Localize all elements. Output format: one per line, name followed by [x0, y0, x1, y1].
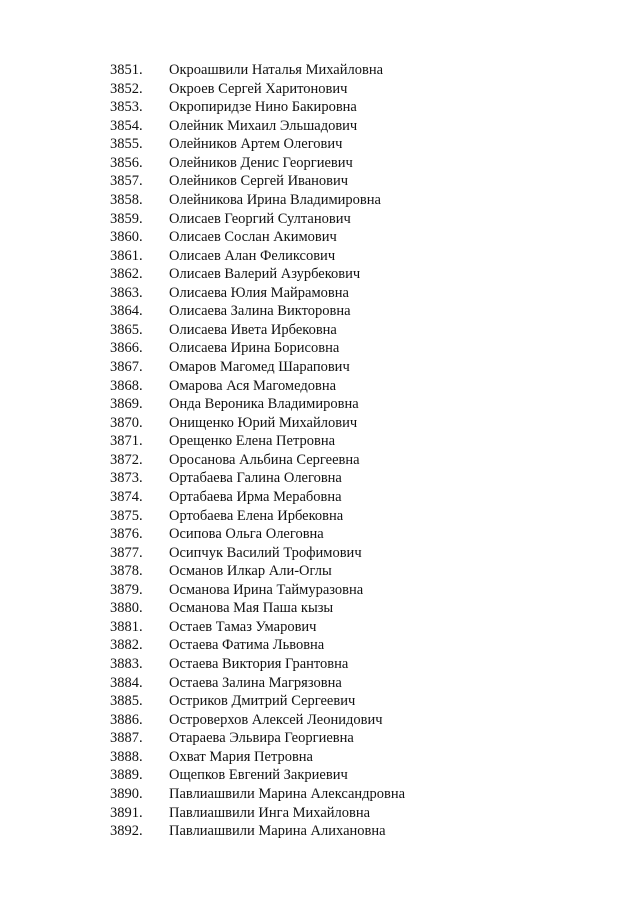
entry-name: Ортобаева Елена Ирбековна [169, 507, 344, 524]
entry-name: Павлиашвили Инга Михайловна [169, 804, 371, 821]
entry-name: Остаева Виктория Грантовна [169, 656, 349, 672]
list-item [110, 117, 610, 136]
entry-number: 3859. [110, 210, 143, 227]
entry-name: Олисаева Ирина Борисовна [169, 340, 340, 357]
entry-name: Остаева Залина Магрязовна [169, 674, 342, 691]
entry-name: Осипова Ольга Олеговна [169, 526, 324, 543]
entry-name: Олисаев Георгий Султанович [169, 210, 351, 227]
entry-name: Павлиашвили Марина Алихановна [169, 823, 386, 840]
entry-name: Окроашвили Наталья Михайловна [169, 62, 384, 78]
list-item [110, 599, 610, 618]
entry-name: Онда Вероника Владимировна [169, 396, 359, 413]
list-item [110, 469, 610, 488]
list-item [110, 247, 610, 266]
list-item [110, 61, 610, 80]
entry-number: 3891. [110, 804, 143, 821]
entry-number: 3855. [110, 136, 143, 153]
entry-number: 3853. [110, 99, 143, 116]
list-item [110, 358, 610, 377]
entry-number: 3877. [110, 544, 143, 561]
list-item [110, 507, 610, 526]
list-item [110, 172, 610, 191]
list-item [110, 544, 610, 563]
entry-number: 3881. [110, 618, 143, 635]
list-item [110, 210, 610, 229]
entry-number: 3866. [110, 340, 143, 357]
list-item [110, 636, 610, 655]
entry-name: Островерхов Алексей Леонидович [169, 711, 383, 728]
list-item [110, 618, 610, 637]
entry-name: Олисаев Валерий Азурбекович [169, 266, 361, 283]
entry-number: 3875. [110, 507, 143, 524]
entry-number: 3878. [110, 563, 143, 580]
list-item [110, 822, 610, 841]
entry-name: Олисаева Залина Викторовна [169, 303, 351, 320]
entry-number: 3882. [110, 637, 143, 654]
entry-name: Орещенко Елена Петровна [169, 433, 336, 450]
list-item [110, 265, 610, 284]
entry-name: Окропиридзе Нино Бакировна [169, 99, 357, 116]
list-item [110, 674, 610, 693]
entry-name: Олейников Сергей Иванович [169, 173, 349, 190]
entry-name: Онищенко Юрий Михайлович [169, 414, 358, 431]
list-item [110, 98, 610, 117]
entry-number: 3867. [110, 359, 143, 375]
entry-name: Омарова Ася Магомедовна [169, 377, 337, 394]
list-item [110, 748, 610, 767]
entry-number: 3858. [110, 191, 143, 208]
entry-name: Остаева Фатима Львовна [169, 637, 325, 654]
list-item [110, 785, 610, 804]
list-item [110, 581, 610, 600]
entry-name: Олейник Михаил Эльшадович [169, 117, 358, 134]
entry-number: 3870. [110, 414, 143, 431]
list-item [110, 377, 610, 396]
entry-name: Отараева Эльвира Георгиевна [169, 730, 354, 747]
list-item [110, 451, 610, 470]
list-item [110, 525, 610, 544]
entry-name: Олейников Денис Георгиевич [169, 154, 353, 171]
list-item [110, 692, 610, 711]
entry-number: 3884. [110, 674, 143, 691]
entry-name: Олисаев Сослан Акимович [169, 229, 337, 246]
list-item [110, 804, 610, 823]
entry-number: 3860. [110, 229, 143, 246]
entry-number: 3861. [110, 247, 143, 264]
list-item [110, 154, 610, 173]
entry-number: 3865. [110, 321, 143, 338]
entry-name: Олисаева Ивета Ирбековна [169, 321, 337, 338]
entry-number: 3879. [110, 581, 143, 598]
entry-name: Охват Мария Петровна [169, 748, 313, 765]
entry-name: Омаров Магомед Шарапович [169, 359, 350, 375]
entry-number: 3872. [110, 451, 143, 468]
list-item [110, 729, 610, 748]
list-item [110, 321, 610, 340]
entry-number: 3864. [110, 303, 143, 320]
list-item [110, 284, 610, 303]
entry-number: 3890. [110, 785, 143, 802]
entry-name: Остаев Тамаз Умарович [169, 618, 317, 635]
list-item [110, 135, 610, 154]
entry-number: 3868. [110, 377, 143, 394]
entry-number: 3871. [110, 433, 143, 450]
list-item [110, 488, 610, 507]
entry-name: Олейников Артем Олегович [169, 136, 343, 153]
list-item [110, 302, 610, 321]
entry-number: 3854. [110, 117, 143, 134]
entry-name: Османова Мая Паша кызы [169, 600, 334, 617]
entry-name: Ощепков Евгений Закриевич [169, 767, 348, 784]
entry-number: 3863. [110, 284, 143, 301]
entry-number: 3869. [110, 396, 143, 413]
list-item [110, 228, 610, 247]
entry-number: 3876. [110, 526, 143, 543]
list-item [110, 80, 610, 99]
entry-number: 3873. [110, 470, 143, 487]
list-item [110, 339, 610, 358]
entry-name: Османова Ирина Таймуразовна [169, 581, 364, 598]
entry-number: 3862. [110, 266, 143, 283]
list-item [110, 414, 610, 433]
entry-number: 3880. [110, 600, 143, 617]
entry-number: 3851. [110, 62, 143, 78]
entry-name: Олейникова Ирина Владимировна [169, 191, 381, 208]
list-item [110, 432, 610, 451]
list-item [110, 766, 610, 785]
entry-number: 3887. [110, 730, 143, 747]
entry-number: 3856. [110, 154, 143, 171]
entry-number: 3886. [110, 711, 143, 728]
entry-number: 3889. [110, 767, 143, 784]
entry-number: 3857. [110, 173, 143, 190]
entry-name: Остриков Дмитрий Сергеевич [169, 693, 356, 710]
list-item [110, 191, 610, 210]
entry-name: Осипчук Василий Трофимович [169, 544, 362, 561]
list-item [110, 395, 610, 414]
entry-number: 3885. [110, 693, 143, 710]
entry-number: 3874. [110, 488, 143, 505]
entry-name: Ортабаева Галина Олеговна [169, 470, 342, 487]
list-item [110, 655, 610, 674]
entry-name: Окроев Сергей Харитонович [169, 80, 348, 97]
list-item [110, 711, 610, 730]
entry-number: 3888. [110, 748, 143, 765]
entry-name: Оросанова Альбина Сергеевна [169, 451, 360, 468]
entry-name: Олисаева Юлия Майрамовна [169, 284, 349, 301]
entry-number: 3883. [110, 656, 143, 672]
entry-number: 3852. [110, 80, 143, 97]
entry-name: Ортабаева Ирма Мерабовна [169, 488, 342, 505]
list-item [110, 562, 610, 581]
name-list [110, 61, 610, 841]
entry-name: Османов Илкар Али-Оглы [169, 563, 332, 580]
entry-name: Олисаев Алан Феликсович [169, 247, 336, 264]
entry-number: 3892. [110, 823, 143, 840]
entry-name: Павлиашвили Марина Александровна [169, 785, 406, 802]
